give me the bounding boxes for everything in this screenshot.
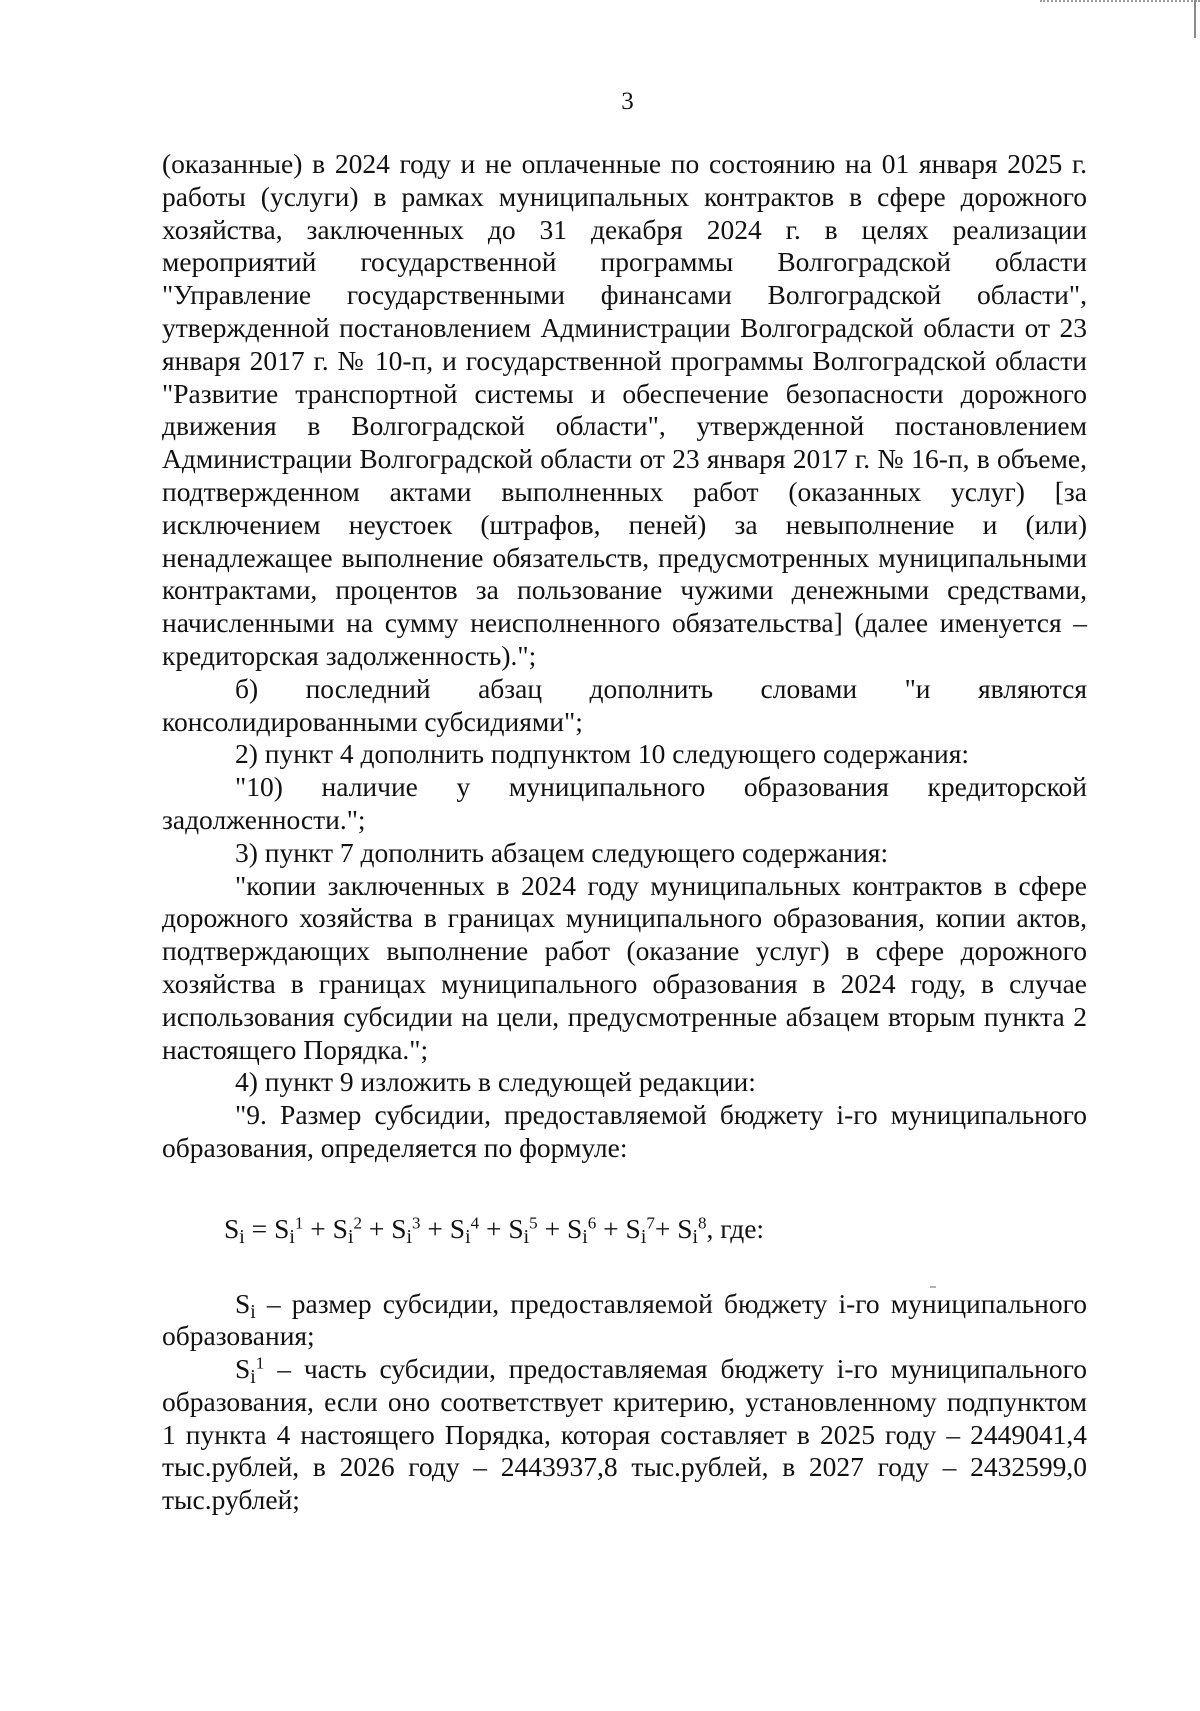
formula-term: $S_i^3$ [391,1212,421,1248]
formula-term: $S_i^4$ [449,1212,480,1248]
formula-lhs: $S_i$ [224,1212,245,1248]
document-body [162,148,1087,1517]
scan-edge-mark [1194,0,1196,38]
page-number: 3 [621,88,634,115]
formula-term: $S_i^2$ [332,1212,362,1248]
subsidy-formula: $S_i = S_i^1 + S_i^2 + S_i^3 + S_i^4 + S_i^5 + S_i^6 + S_i^7+ S_i^8$, где: [224,1212,765,1248]
paragraph-subitem-10: "10) наличие у муниципального образования кредиторской задолженности."; [162,771,1087,835]
paragraph-item-3: 3) пункт 7 дополнить абзацем следующего содержания: [235,836,889,868]
paragraph-item-4: 4) пункт 9 изложить в следующей редакции: [235,1066,756,1098]
paragraph-item-b: б) последний абзац дополнить словами "и являются консолидированными субсидиями"; [162,672,1087,737]
scan-speck [930,1286,936,1288]
definition-si: $S_i$ – размер субсидии, предоставляемой бюджету i-го муниципального образования; [162,1287,1087,1352]
formula-term: $S_i^1$ [274,1212,304,1248]
formula-term: $S_i^8$ [677,1212,707,1248]
formula-term: $S_i^6$ [566,1212,597,1248]
definition-si1: $S_i^1$ – часть субсидии, предоставляемая бюджету i-го муниципального образования, если оно соответствует критерию, установленному подпунктом 1 пункта 4 настоящего Порядка, которая составляет в 2025 году – 2449041,4 тыс.рублей, в 2026 году – 2443937,8 тыс.рублей, в 2027 году – 2432599,0 тыс.рублей; [162,1353,1087,1516]
paragraph-continuation: (оказанные) в 2024 году и не оплаченные по состоянию на 01 января 2025 г. работы (услуги) в рамках муниципальных контрактов в сфере дорожного хозяйства, заключенных до 31 декабря 2024 г. в целях реализации мероприятий государственной программы Волгоградской области "Управление государственными финансами Волгоградской области", утвержденной постановлением Администрации Волгоградской области от 23 января 2017 г. № 10-п, и государственной программы Волгоградской области "Развитие транспортной системы и обеспечение безопасности дорожного движения в Волгоградской области", утвержденной постановлением Администрации Волгоградской области от 23 января 2017 г. № 16-п, в объеме, подтвержденном актами выполненных работ (оказанных услуг) [за исключением неустоек (штрафов, пеней) за невыполнение и (или) ненадлежащее выполнение обязательств, предусмотренных муниципальными контрактами, процентов за пользование чужими денежными средствами, начисленными на сумму неисполненного обязательства] (далее именуется – кредиторская задолженность)."; [162,148,1087,671]
formula-term: $S_i^5$ [508,1212,538,1248]
formula-term: $S_i^7$ [625,1212,655,1248]
scan-edge-mark [1040,0,1200,4]
paragraph-item-2: 2) пункт 4 дополнить подпунктом 10 следующего содержания: [235,738,970,770]
paragraph-copies-text: "копии заключенных в 2024 году муниципальных контрактов в сфере дорожного хозяйства в границах муниципального образования, копии актов, подтверждающих выполнение работ (оказание услуг) в сфере дорожного хозяйства в границах муниципального образования в 2024 году, в случае использования субсидии на цели, предусмотренные абзацем вторым пункта 2 настоящего Порядка."; [162,869,1087,1065]
paragraph-item-9: "9. Размер субсидии, предоставляемой бюджету i-го муниципального образования, определяется по формуле: [162,1099,1087,1163]
